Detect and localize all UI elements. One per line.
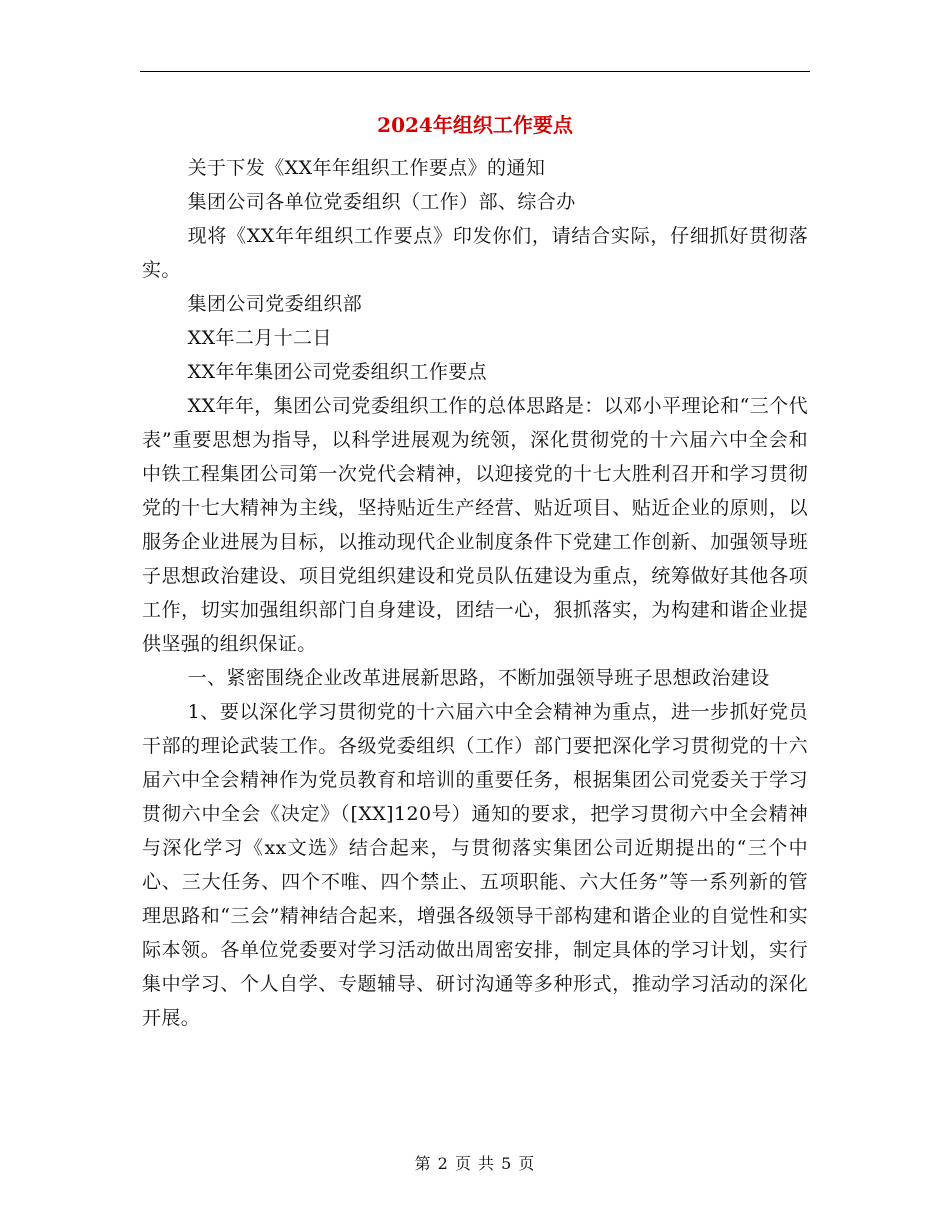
document-title: 2024年组织工作要点 bbox=[377, 113, 573, 137]
page-footer: 第 2 页 共 5 页 bbox=[414, 1154, 536, 1173]
document-body bbox=[142, 151, 808, 1035]
recipient-line: 集团公司各单位党委组织（工作）部、综合办 bbox=[187, 191, 576, 213]
item-paragraph-1: 1、要以深化学习贯彻党的十六届六中全会精神为重点，进一步抓好党员干部的理论武装工作。各级党委组织（工作）部门要把深化学习贯彻党的十六届六中全会精神作为党员教育和培训的重要任务，根据集团公司党委关于学习贯彻六中全会《决定》（[XX]120号）通知的要求，把学习贯彻六中全会精神与深化学习《xx文选》结合起来，与贯彻落实集团公司近期提出的“三个中心、三大任务、四个不唯、四个禁止、五项职能、六大任务”等一系列新的管理思路和“三会”精神结合起来，增强各级领导干部构建和谐企业的自觉性和实际本领。各单位党委要对学习活动做出周密安排，制定具体的学习计划，实行集中学习、个人自学、专题辅导、研讨沟通等多种形式，推动学习活动的深化开展。 bbox=[142, 701, 808, 1029]
date-line: XX年二月十二日 bbox=[187, 327, 332, 349]
notice-heading: 关于下发《XX年年组织工作要点》的通知 bbox=[187, 157, 546, 179]
overview-paragraph: XX年年，集团公司党委组织工作的总体思路是：以邓小平理论和“三个代表”重要思想为指导，以科学进展观为统领，深化贯彻党的十六届六中全会和中铁工程集团公司第一次党代会精神，以迎接党的十七大胜利召开和学习贯彻党的十七大精神为主线，坚持贴近生产经营、贴近项目、贴近企业的原则，以服务企业进展为目标，以推动现代企业制度条件下党建工作创新、加强领导班子思想政治建设、项目党组织建设和党员队伍建设为重点，统筹做好其他各项工作，切实加强组织部门自身建设，团结一心，狠抓落实，为构建和谐企业提供坚强的组织保证。 bbox=[142, 395, 808, 655]
header-rule bbox=[140, 71, 810, 72]
notice-body: 现将《XX年年组织工作要点》印发你们，请结合实际，仔细抓好贯彻落实。 bbox=[142, 225, 808, 281]
issuer-line: 集团公司党委组织部 bbox=[187, 293, 363, 315]
section-title: XX年年集团公司党委组织工作要点 bbox=[187, 361, 488, 383]
section-heading-1: 一、紧密围绕企业改革进展新思路，不断加强领导班子思想政治建设 bbox=[187, 667, 770, 689]
